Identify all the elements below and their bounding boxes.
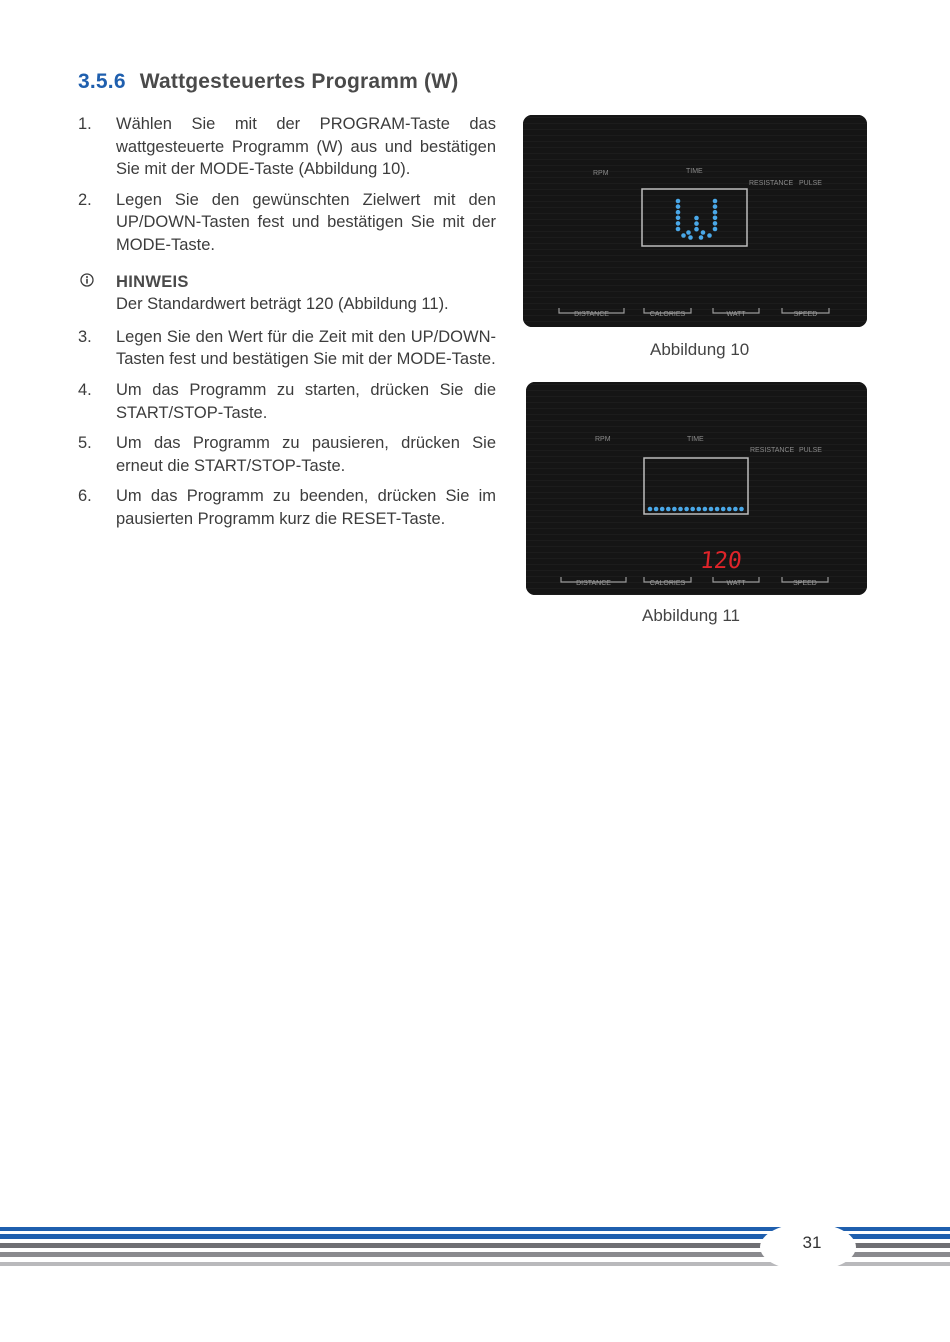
lcd-dot <box>666 507 671 512</box>
lcd-dot <box>707 233 712 238</box>
note-box <box>78 271 496 316</box>
lcd-dot <box>648 507 653 512</box>
step-number: 3. <box>78 327 92 346</box>
lcd-dot <box>713 199 718 204</box>
lcd-dot <box>660 507 665 512</box>
list-item <box>78 326 496 371</box>
resistance-label: RESISTANCE <box>749 180 794 187</box>
step-text: Um das Programm zu beenden, drücken Sie im pausierten Programm kurz die RESET-Taste. <box>116 487 496 528</box>
calories-button-label: CALORIES <box>649 580 686 587</box>
lcd-dot <box>690 507 695 512</box>
step-text: Um das Programm zu starten, drücken Sie die START/STOP-Taste. <box>116 380 496 422</box>
pulse-label: PULSE <box>799 447 822 454</box>
rpm-label: RPM <box>595 436 611 443</box>
lcd-dot <box>684 507 689 512</box>
list-item <box>78 189 496 257</box>
lcd-dot <box>727 507 732 512</box>
lcd-dot <box>672 507 677 512</box>
lcd-dot <box>678 507 683 512</box>
resistance-label: RESISTANCE <box>750 447 795 454</box>
instruction-list <box>78 113 496 539</box>
lcd-dot <box>721 507 726 512</box>
lcd-dot <box>713 210 718 215</box>
watt-readout: 120 <box>698 548 744 574</box>
lcd-dot <box>688 235 693 240</box>
lcd-dot <box>713 204 718 209</box>
time-label: TIME <box>687 436 704 443</box>
lcd-dot <box>713 227 718 232</box>
lcd-dot <box>676 210 681 215</box>
console-display-svg <box>526 382 867 595</box>
lcd-dot <box>694 221 699 226</box>
distance-button-label: DISTANCE <box>576 580 611 587</box>
lcd-dot <box>676 204 681 209</box>
section-number: 3.5.6 <box>78 70 126 93</box>
section-title: Wattgesteuertes Programm (W) <box>139 70 459 93</box>
lcd-dot <box>701 230 706 235</box>
lcd-dot <box>676 221 681 226</box>
pulse-label: PULSE <box>799 180 822 187</box>
console-display-svg <box>523 115 867 327</box>
lcd-dot <box>686 230 691 235</box>
lcd-dot <box>713 221 718 226</box>
lcd-dot <box>697 507 702 512</box>
list-item <box>78 485 496 530</box>
figure-caption: Abbildung 10 <box>650 340 750 359</box>
lcd-dot <box>739 507 744 512</box>
console-display-figure-10 <box>523 115 867 327</box>
lcd-dot <box>694 216 699 221</box>
step-text: Legen Sie den gewünschten Zielwert mit den UP/DOWN-Tasten fest und bestätigen Sie mit der MODE-Taste. <box>116 190 496 254</box>
list-item <box>78 113 496 181</box>
lcd-dot <box>709 507 714 512</box>
step-text: Wählen Sie mit der PROGRAM-Taste das wattgesteuerte Programm (W) aus und bestätigen Sie mit der MODE-Taste (Abbildung 10). <box>116 115 496 179</box>
lcd-dot <box>681 233 686 238</box>
figure-caption: Abbildung 11 <box>642 606 740 625</box>
lcd-dot <box>715 507 720 512</box>
lcd-dot <box>713 216 718 221</box>
step-number: 4. <box>78 380 92 399</box>
list-item <box>78 379 496 424</box>
time-label: TIME <box>686 168 703 175</box>
step-number: 6. <box>78 487 92 506</box>
note-label: HINWEIS <box>116 272 189 291</box>
info-icon <box>80 273 94 287</box>
console-display-figure-11 <box>526 382 867 595</box>
step-number: 1. <box>78 115 92 133</box>
page-number: 31 <box>802 1233 822 1252</box>
note-text: Der Standardwert beträgt 120 (Abbildung 11). <box>116 295 449 314</box>
watt-button-label: WATT <box>726 311 746 318</box>
list-item <box>78 432 496 477</box>
calories-button-label: CALORIES <box>649 311 686 318</box>
lcd-dot <box>703 507 708 512</box>
lcd-dot <box>676 199 681 204</box>
speed-button-label: SPEED <box>793 580 817 587</box>
step-text: Legen Sie den Wert für die Zeit mit den UP/DOWN-Tasten fest und bestätigen Sie mit der MODE-Taste. <box>116 327 496 369</box>
section-heading <box>78 70 458 94</box>
rpm-label: RPM <box>593 170 609 177</box>
lcd-dot <box>676 227 681 232</box>
lcd-dot <box>654 507 659 512</box>
lcd-dot <box>694 227 699 232</box>
step-number: 5. <box>78 434 92 453</box>
distance-button-label: DISTANCE <box>574 311 609 318</box>
step-text: Um das Programm zu pausieren, drücken Sie erneut die START/STOP-Taste. <box>116 434 496 475</box>
watt-button-label: WATT <box>726 580 746 587</box>
speed-button-label: SPEED <box>793 311 818 318</box>
lcd-dot <box>676 216 681 221</box>
lcd-dot <box>699 235 704 240</box>
step-number: 2. <box>78 190 92 209</box>
lcd-dot <box>733 507 738 512</box>
